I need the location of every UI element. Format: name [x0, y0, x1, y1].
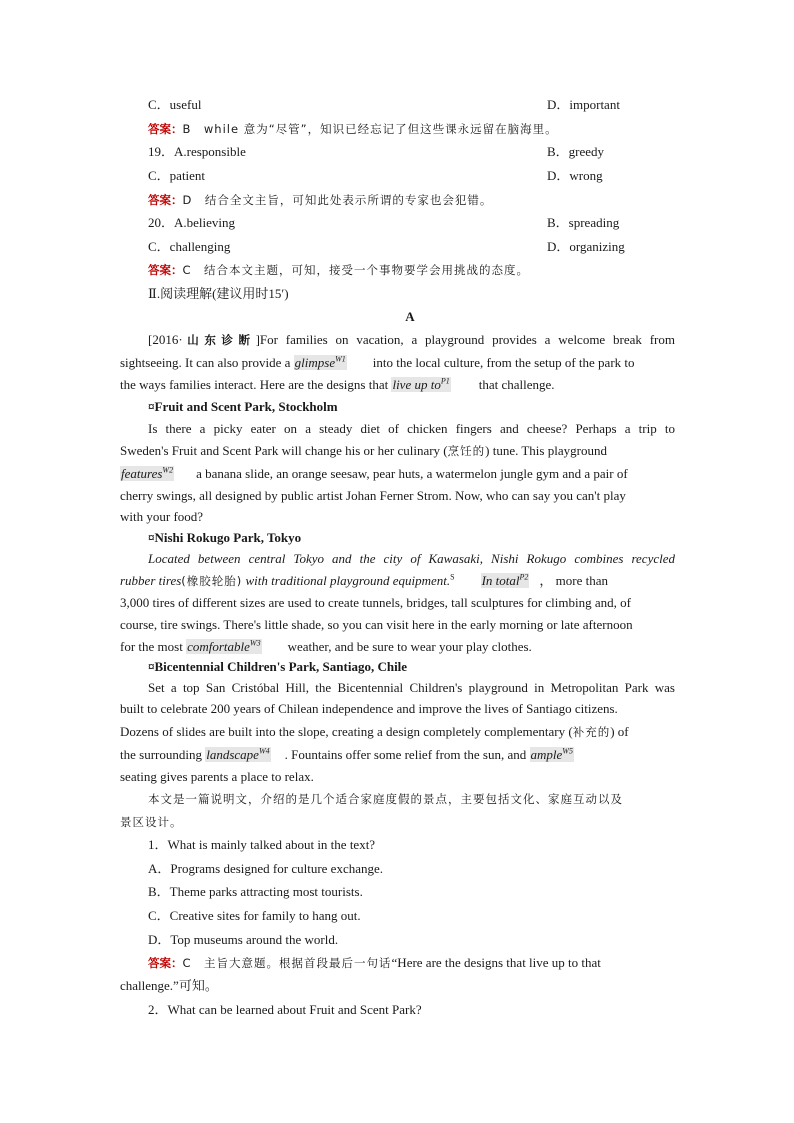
vocab-marker: P2: [519, 572, 529, 582]
vocab-word: [205, 747, 270, 762]
option-a: 19．A.responsible: [148, 144, 246, 159]
vocab-text: glimpse: [294, 355, 336, 370]
passage-text: weather, and be sure to wear your play clothes.: [287, 639, 532, 654]
source-prefix: [2016·: [148, 332, 183, 347]
passage-text: the ways families interact. Here are the designs that: [120, 377, 392, 392]
passage-line: [120, 354, 675, 372]
answer-line: [148, 954, 675, 972]
vocab-word: [530, 747, 574, 762]
option-row: [120, 214, 675, 232]
section-heading: Ⅱ.阅读理解(建议用时15′): [148, 286, 289, 301]
passage-text: for the most: [120, 639, 187, 654]
question-stem: 1．What is mainly talked about in the text?: [148, 837, 376, 852]
passage-line: built to celebrate 200 years of Chilean independence and improve the lives of Santiago citizens.: [120, 701, 618, 716]
answer-label: 答案：: [148, 263, 183, 277]
passage-line: Located between central Tokyo and the city of Kawasaki, Nishi Rokugo combines recycled: [148, 551, 675, 566]
answer-label: 答案：: [148, 122, 183, 136]
passage-text: ， more than: [539, 573, 608, 588]
passage-text: Sweden's Fruit and Scent Park will change his or her culinary (: [120, 443, 448, 458]
answer-line: [120, 977, 675, 995]
passage-text: the surrounding: [120, 747, 206, 762]
vocab-text: landscape: [206, 747, 259, 762]
passage-text: ]For families on vacation, a playground provides a welcome break from: [255, 332, 675, 347]
subheading: ¤Bicentennial Children's Park, Santiago, Chile: [148, 659, 408, 674]
passage-line: [120, 572, 675, 590]
option-d: D．wrong: [547, 168, 603, 183]
answer-label: 答案：: [148, 193, 183, 207]
answer-line: [148, 261, 703, 279]
passage-line: Set a top San Cristóbal Hill, the Bicentennial Children's playground in Metropolitan Park was: [148, 680, 675, 695]
answer-text: C 主旨大意题。根据首段最后一句话: [182, 956, 392, 970]
subheading: ¤Fruit and Scent Park, Stockholm: [148, 399, 338, 414]
vocab-marker: W1: [335, 354, 346, 364]
option-d: D．important: [547, 97, 620, 112]
part-label: A: [405, 309, 415, 324]
option-b: B．greedy: [547, 144, 605, 159]
vocab-text: comfortable: [187, 639, 250, 654]
subheading: ¤Nishi Rokugo Park, Tokyo: [148, 530, 302, 545]
passage-line: cherry swings, all designed by public artist Johan Ferner Strom. Now, who can say you can't play: [120, 488, 626, 503]
vocab-text: ample: [530, 747, 563, 762]
passage-line: [148, 331, 675, 349]
vocab-marker: W3: [249, 638, 261, 648]
vocab-word: [294, 355, 347, 370]
answer-label: 答案：: [148, 956, 183, 970]
source-label: 山东诊断: [182, 333, 256, 347]
vocab-phrase: [481, 573, 530, 588]
passage-text: a banana slide, an orange seesaw, pear huts, a watermelon jungle gym and a pair of: [196, 466, 628, 481]
passage-text: Dozens of slides are built into the slope, creating a design completely complementary (: [120, 724, 573, 739]
answer-text: D 结合全文主旨，可知此处表示所谓的专家也会犯错。: [182, 193, 493, 207]
option-c: C．Creative sites for family to hang out.: [148, 908, 361, 923]
passage-line: course, tire swings. There's little shade, so you can visit here in the early morning or late afternoon: [120, 617, 633, 632]
vocab-text: features: [121, 466, 163, 481]
passage-text: into the local culture, from the setup of the park to: [372, 355, 635, 370]
passage-text: that challenge.: [478, 377, 555, 392]
option-d: D．Top museums around the world.: [148, 932, 339, 947]
passage-line: 3,000 tires of different sizes are used to create tunnels, bridges, tall sculptures for climbing and, of: [120, 595, 631, 610]
passage-text: ) of: [610, 724, 629, 739]
vocab-phrase: [391, 377, 450, 392]
option-row: [120, 167, 675, 185]
passage-text: rubber tires: [120, 573, 182, 588]
passage-line: [120, 465, 675, 483]
vocab-marker: P1: [440, 376, 450, 386]
passage-line: [120, 638, 675, 656]
vocab-marker: W4: [258, 746, 270, 756]
passage-line: seating gives parents a place to relax.: [120, 769, 314, 784]
passage-line: [120, 442, 675, 460]
passage-line: [120, 376, 675, 394]
vocab-text: In total: [481, 573, 520, 588]
option-c: C．useful: [148, 97, 202, 112]
vocab-word: [186, 639, 262, 654]
answer-line: [148, 191, 703, 209]
option-row: [120, 143, 675, 161]
passage-line: with your food?: [120, 509, 204, 524]
option-row: [120, 96, 675, 114]
gloss: 补充的: [572, 725, 611, 739]
option-b: B．spreading: [547, 215, 620, 230]
passage-text: sightseeing. It can also provide a: [120, 355, 294, 370]
option-b: B．Theme parks attracting most tourists.: [148, 884, 363, 899]
option-c: C．patient: [148, 168, 206, 183]
answer-line: [148, 120, 703, 138]
answer-text: B while 意为“尽管”，知识已经忘记了但这些课永远留在脑海里。: [182, 122, 558, 136]
summary-line: 本文是一篇说明文，介绍的是几个适合家庭度假的景点，主要包括文化、家庭互动以及: [148, 792, 623, 806]
gloss: 烹饪的: [447, 444, 486, 458]
gloss: (橡胶轮胎): [181, 574, 243, 588]
vocab-text: live up to: [392, 377, 441, 392]
vocab-marker: W5: [562, 746, 573, 756]
vocab-marker: W2: [162, 465, 174, 475]
passage-line: [120, 746, 675, 764]
question-stem: 2．What can be learned about Fruit and Scent Park?: [148, 1002, 422, 1017]
summary-line: 景区设计。: [120, 815, 183, 829]
option-row: [120, 238, 675, 256]
answer-text: C 结合本文主题，可知，接受一个事物要学会用挑战的态度。: [182, 263, 530, 277]
option-a: A．Programs designed for culture exchange.: [148, 861, 384, 876]
passage-line: [120, 723, 675, 741]
passage-text: with traditional playground equipment.: [242, 573, 451, 588]
passage-text: ) tune. This playground: [485, 443, 607, 458]
passage-line: Is there a picky eater on a steady diet of chicken fingers and cheese? Perhaps a trip to: [148, 421, 675, 436]
option-c: C．challenging: [148, 239, 231, 254]
option-a: 20．A.believing: [148, 215, 236, 230]
sentence-marker: S: [450, 572, 455, 582]
vocab-word: [120, 466, 174, 481]
option-d: D．organizing: [547, 239, 625, 254]
passage-text: . Fountains offer some relief from the sun, and: [284, 747, 530, 762]
answer-text: challenge.”可知。: [120, 978, 218, 993]
answer-quote: “Here are the designs that live up to that: [391, 955, 601, 970]
